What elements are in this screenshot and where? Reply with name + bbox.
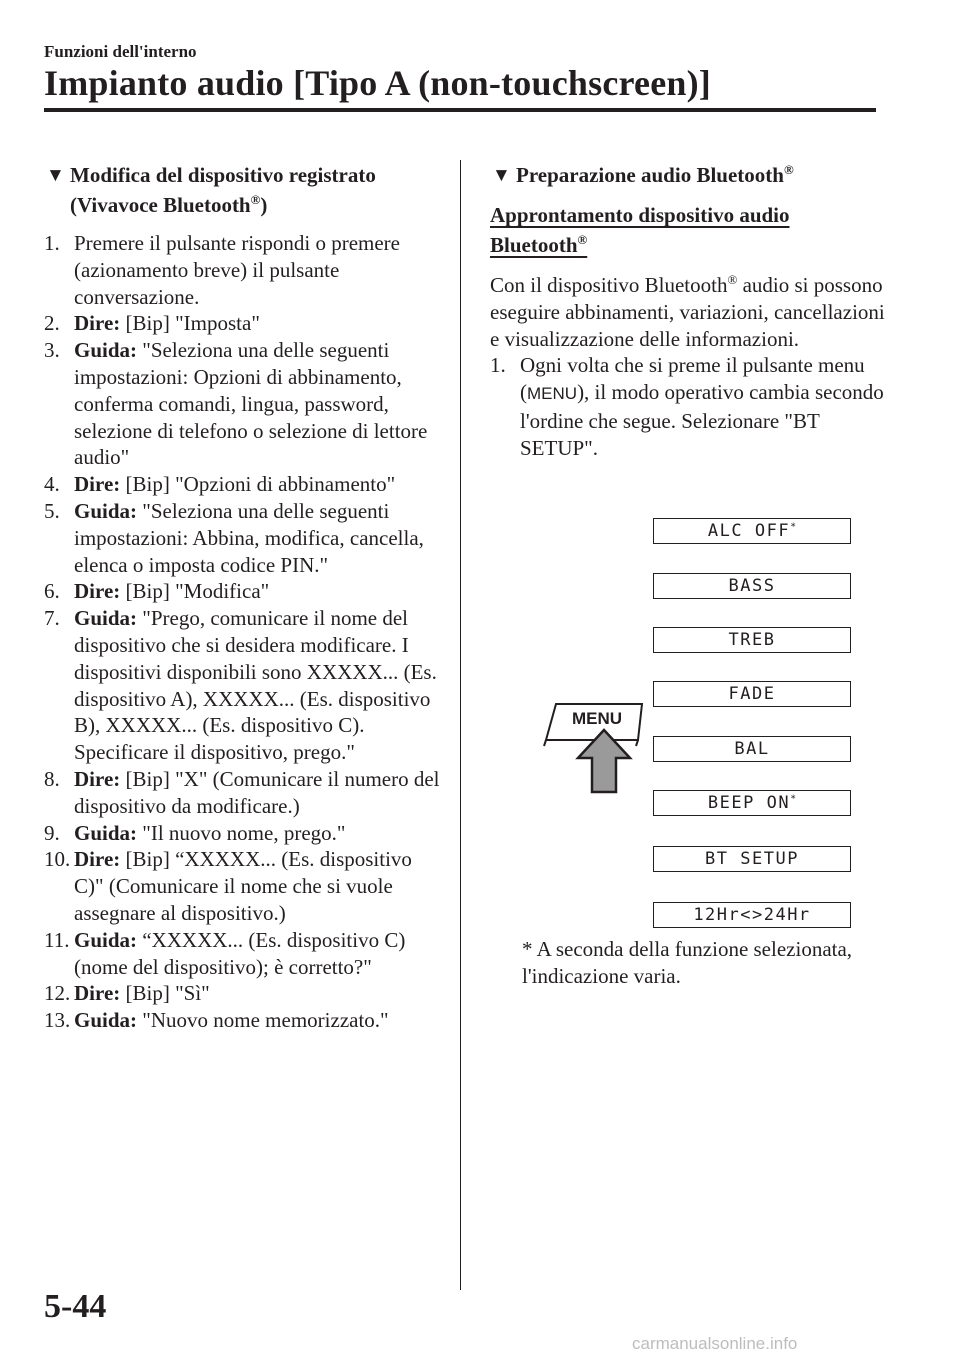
step-number: 5.: [44, 498, 60, 523]
step-text: [Bip] “XXXXX... (Es. dispositivo C)" (Comunicare il nome che si vuole assegnare al dispositivo.): [74, 847, 412, 925]
step-role: Guida:: [74, 338, 138, 363]
step-text: [Bip] "Imposta": [120, 311, 260, 336]
asterisk-mark: *: [790, 521, 797, 533]
step-text: "Il nuovo nome, prego.": [137, 820, 346, 845]
display-bt-setup: [653, 846, 851, 872]
step-number: 3.: [44, 338, 60, 363]
step-text: [Bip] "X" (Comunicare il numero del dispositivo da modificare.): [74, 766, 440, 818]
triangle-bullet-icon: ▼: [492, 165, 511, 186]
step-role: Dire:: [74, 472, 121, 497]
left-heading-text: Modifica del dispositivo registrato (Vivavoce Bluetooth: [70, 163, 376, 217]
list-item: [44, 605, 444, 766]
step-text: Ogni volta che si preme il pulsante menu (: [520, 353, 865, 405]
watermark: carmanualsonline.info: [632, 1334, 798, 1353]
right-column: [490, 160, 890, 462]
list-item: [44, 337, 444, 471]
footnote: * A seconda della funzione selezionata, l'indicazione varia.: [522, 937, 853, 988]
registered-mark: ®: [783, 162, 794, 177]
menu-key-label: MENU: [527, 384, 578, 404]
subheading-label: Approntamento dispositivo audio Bluetooth: [490, 203, 790, 257]
page-number: 5-44: [44, 1288, 107, 1325]
step-role: Guida:: [74, 498, 138, 523]
left-steps-list: [44, 230, 444, 1034]
display-label: TREB: [728, 630, 776, 650]
step-text: "Prego, comunicare il nome del dispositivo che si desidera modificare. I dispositivi disponibili sono XXXXX... (Es. dispositivo A), XXXXX... (Es. dispositivo B), XXXXX... (Es. dispositivo C). Specificare il dispositivo, prego.": [74, 606, 437, 765]
step-role: Guida:: [74, 606, 138, 631]
step-role: Dire:: [74, 847, 121, 872]
step-number: 10.: [44, 847, 71, 872]
section-label: Funzioni dell'interno: [44, 42, 197, 61]
list-item: [44, 578, 444, 605]
display-label: ALC OFF: [707, 521, 791, 541]
step-number: 7.: [44, 606, 60, 631]
step-number: 6.: [44, 579, 60, 604]
subheading-text: [490, 203, 790, 257]
display-label: 12Hr<>24Hr: [693, 905, 811, 925]
triangle-bullet-icon: ▼: [46, 165, 65, 186]
list-item: [44, 766, 444, 820]
left-heading-end: ): [260, 193, 268, 217]
intro-text-a: Con il dispositivo Bluetooth: [490, 273, 728, 297]
step-number: 4.: [44, 472, 60, 497]
step-text: "Seleziona una delle seguenti impostazioni: Opzioni di abbinamento, conferma comandi, lingua, password, selezione di telefono o selezione di lettore audio": [74, 338, 428, 470]
registered-mark: ®: [250, 192, 261, 207]
asterisk-mark: *: [790, 793, 797, 805]
page-title: Impianto audio [Tipo A (non-touchscreen)]: [44, 63, 711, 103]
list-item: [490, 352, 890, 461]
step-text: [Bip] "Opzioni di abbinamento": [120, 472, 396, 497]
list-item: [44, 980, 444, 1007]
right-heading: [490, 160, 890, 190]
step-text: "Seleziona una delle seguenti impostazioni: Abbina, modifica, cancella, elenca o imposta codice PIN.": [74, 498, 424, 577]
step-text: "Nuovo nome memorizzato.": [137, 1008, 389, 1033]
intro-text-b: audio si possono eseguire abbinamenti, variazioni, cancellazioni e visualizzazione delle informazioni.: [490, 273, 885, 351]
display-treb: [653, 627, 851, 653]
step-number: 12.: [44, 981, 71, 1006]
display-label: BEEP ON: [707, 793, 791, 813]
step-role: Guida:: [74, 927, 138, 952]
list-item: [44, 846, 444, 926]
right-steps-list: [490, 352, 890, 461]
step-role: Dire:: [74, 766, 121, 791]
display-alc-off: [653, 518, 851, 544]
step-role: Guida:: [74, 1008, 138, 1033]
display-label: FADE: [728, 684, 776, 704]
step-text: [Bip] "Modifica": [120, 579, 270, 604]
step-number: 11.: [44, 927, 70, 952]
step-number: 2.: [44, 311, 60, 336]
step-number: 9.: [44, 820, 60, 845]
step-role: Guida:: [74, 820, 138, 845]
step-role: Dire:: [74, 311, 121, 336]
list-item: [44, 927, 444, 981]
step-number: 13.: [44, 1008, 71, 1033]
registered-mark: ®: [577, 232, 588, 247]
display-label: BAL: [734, 739, 770, 759]
display-bass: [653, 573, 851, 599]
left-heading: [44, 160, 444, 220]
registered-mark: ®: [727, 272, 738, 287]
list-item: [44, 310, 444, 337]
step-role: Dire:: [74, 981, 121, 1006]
header-rule: [44, 108, 876, 112]
display-bal: [653, 736, 851, 762]
left-column: [44, 160, 444, 1034]
step-number: 8.: [44, 766, 60, 791]
subheading: [490, 200, 820, 260]
display-12hr-24hr: [653, 902, 851, 928]
list-item: [44, 820, 444, 847]
step-text: “XXXXX... (Es. dispositivo C) (nome del dispositivo); è corretto?": [74, 927, 406, 979]
display-beep-on: [653, 790, 851, 816]
step-text: [Bip] "Sì": [120, 981, 210, 1006]
list-item: [44, 1007, 444, 1034]
list-item: [44, 471, 444, 498]
step-role: Dire:: [74, 579, 121, 604]
intro-paragraph: [490, 272, 890, 352]
display-label: BASS: [728, 576, 776, 596]
display-label: BT SETUP: [705, 849, 799, 869]
list-item: [44, 230, 444, 310]
list-item: [44, 498, 444, 578]
right-heading-text: Preparazione audio Bluetooth: [516, 163, 784, 187]
display-fade: [653, 681, 851, 707]
step-text: ), il modo operativo cambia secondo l'ordine che segue. Selezionare "BT SETUP".: [520, 380, 884, 460]
menu-button-label: MENU: [572, 709, 623, 728]
step-number: 1.: [490, 353, 506, 378]
step-number: 1.: [44, 231, 60, 255]
column-divider: [460, 160, 461, 1290]
step-text: Premere il pulsante rispondi o premere (azionamento breve) il pulsante conversazione.: [74, 231, 400, 309]
